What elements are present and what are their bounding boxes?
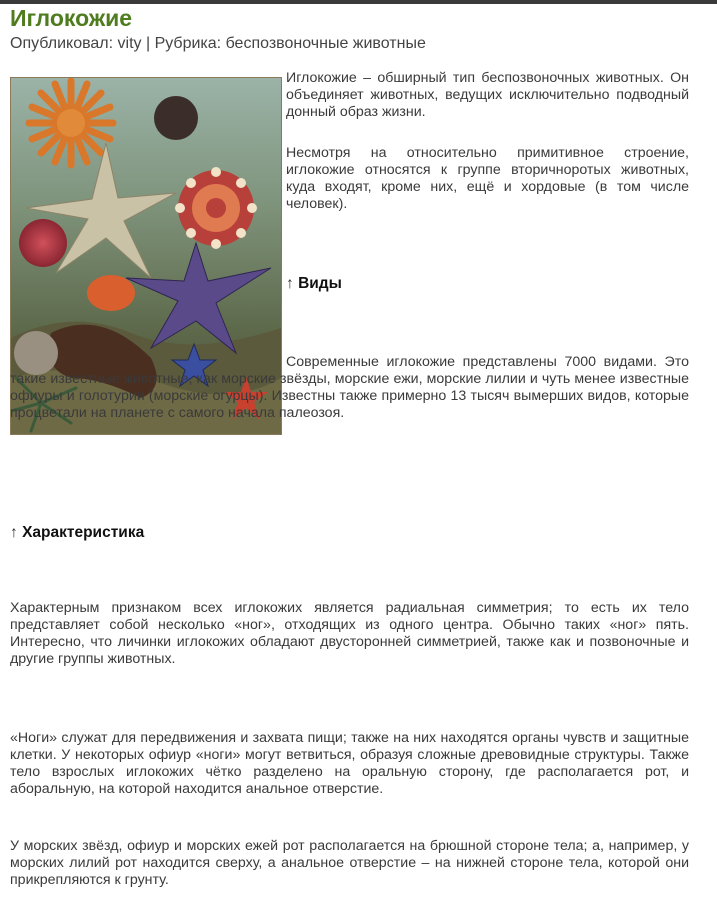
traits-paragraph-2: «Ноги» служат для передвижения и захвата пищи; также на них находятся органы чувств и защитные клетки. У некоторых офиур «ноги» могут ветвиться, образуя сложные древовидные структуры. Также тело взрослых иглокожих чётко разделено на оральную сторону, где располагается рот, и аборальную, на которой находится анальное отверстие. — [10, 730, 689, 797]
back-to-top-arrow[interactable]: ↑ — [286, 275, 294, 292]
traits-paragraph-1: Характерным признаком всех иглокожих является радиальная симметрия; то есть их тело представляет собой несколько «ног», отходящих из одного центра. Обычно таких «ног» пять. Интересно, что личинки иглокожих обладают двусторонней симметрией, также как и позвоночные и другие группы животных. — [10, 600, 689, 667]
post-meta: Опубликовал: vity | Рубрика: беспозвоночные животные — [10, 35, 426, 52]
traits-paragraph-3: У морских звёзд, офиур и морских ежей рот располагается на брюшной стороне тела; а, например, у морских лилий рот находится сверху, а анальное отверстие – на нижней стороне тела, которой они прикрепляются к грунту. — [10, 838, 689, 888]
section-heading-species-text: Виды — [298, 275, 342, 292]
species-paragraph: Современные иглокожие представлены 7000 видами. Это такие известные животные, как морские звёзды, морские ежи, морские лилии и чуть менее известные офиуры и голотурии (морские огурцы). Известны также примерно 13 тысяч вымерших видов, которые процветали на планете с самого начала палеозоя. — [10, 354, 689, 421]
page-title: Иглокожие — [10, 5, 133, 31]
section-heading-traits-text: Характеристика — [22, 524, 145, 541]
section-heading-traits — [10, 524, 144, 542]
intro-paragraph-2: Несмотря на относительно примитивное строение, иглокожие относятся к группе вторичноротых животных, куда входят, кроме них, ещё и хордовые (в том числе человек). — [286, 145, 689, 212]
back-to-top-arrow[interactable]: ↑ — [10, 524, 18, 541]
intro-paragraph-1: Иглокожие – обширный тип беспозвоночных животных. Он объединяет животных, ведущих исключительно подводный донный образ жизни. — [286, 70, 689, 120]
section-heading-species — [286, 275, 342, 293]
